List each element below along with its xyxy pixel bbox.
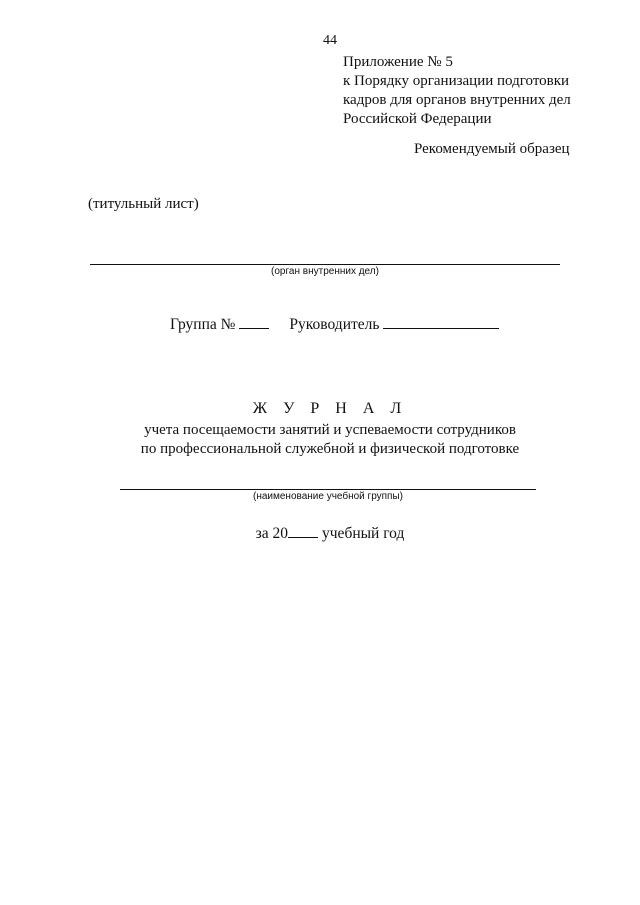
journal-subtitle-line: учета посещаемости занятий и успеваемости сотрудников [144, 422, 516, 438]
journal-title: Ж У Р Н А Л [252, 400, 408, 417]
appendix-line: Российской Федерации [343, 111, 492, 127]
appendix-line: кадров для органов внутренних дел [343, 92, 571, 108]
group-name-blank-line [120, 489, 536, 490]
leader-blank [383, 314, 499, 329]
year-prefix: за 20 [255, 525, 289, 542]
year-suffix: учебный год [322, 525, 405, 542]
journal-subtitle [0, 421, 640, 459]
appendix-line: к Порядку организации подготовки [343, 73, 570, 89]
appendix-reference [343, 53, 571, 129]
sample-mark: Рекомендуемый образец [414, 141, 570, 157]
academic-year-row [0, 523, 640, 543]
leader-label: Руководитель [289, 316, 380, 333]
group-number-label: Группа № [170, 316, 236, 333]
title-page-label: (титульный лист) [88, 196, 199, 212]
year-blank [288, 523, 318, 538]
page-number: 44 [323, 33, 337, 48]
group-name-caption: (наименование учебной группы) [252, 491, 403, 502]
journal-subtitle-line: по профессиональной служебной и физической подготовке [140, 441, 520, 457]
group-number-blank [239, 314, 269, 329]
appendix-line: Приложение № 5 [343, 54, 453, 70]
group-row [170, 314, 499, 334]
org-caption: (орган внутренних дел) [271, 266, 379, 277]
org-name-blank-line [90, 264, 560, 265]
